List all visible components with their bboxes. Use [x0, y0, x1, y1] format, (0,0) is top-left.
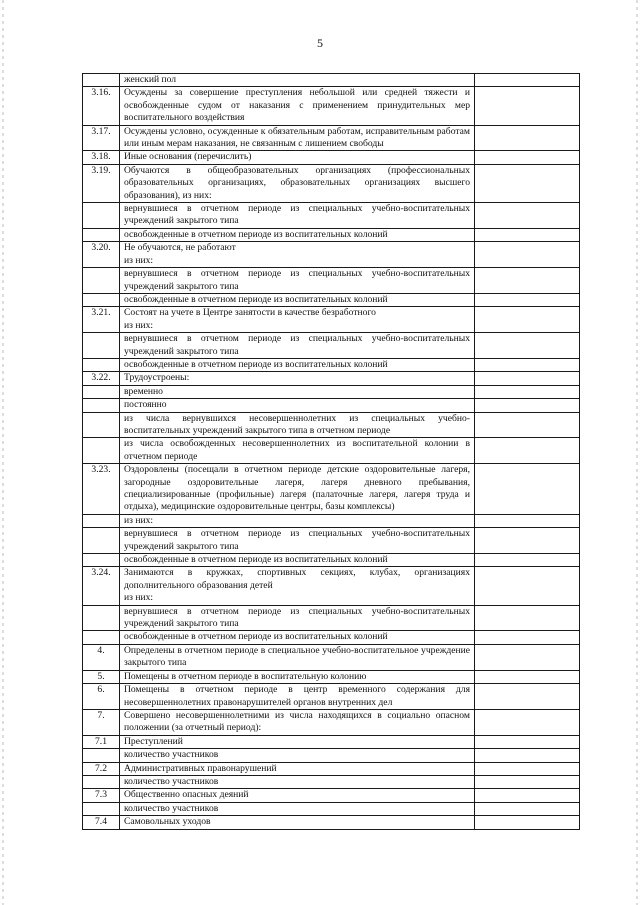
row-indicator-text: Преступлений	[120, 735, 475, 748]
row-number: 7.4	[83, 816, 120, 829]
row-number	[83, 802, 120, 815]
scan-edge-right	[636, 0, 638, 905]
table-row	[83, 670, 580, 683]
table-row	[83, 514, 580, 527]
row-value-cell[interactable]	[475, 164, 580, 202]
table-row	[83, 749, 580, 762]
table-row	[83, 412, 580, 438]
table-row	[83, 372, 580, 385]
row-value-cell[interactable]	[475, 605, 580, 631]
table-row	[83, 631, 580, 644]
row-value-cell[interactable]	[475, 528, 580, 554]
table-row	[83, 775, 580, 788]
row-indicator-text: вернувшиеся в отчетном периоде из специальных учебно-воспитательных учреждений закрытого типа	[120, 528, 475, 554]
row-number	[83, 228, 120, 241]
row-value-cell[interactable]	[475, 514, 580, 527]
table-row	[83, 151, 580, 164]
row-value-cell[interactable]	[475, 385, 580, 398]
row-value-cell[interactable]	[475, 268, 580, 294]
row-value-cell[interactable]	[475, 775, 580, 788]
row-value-cell[interactable]	[475, 438, 580, 464]
row-indicator-text: Оздоровлены (посещали в отчетном периоде детские оздоровительные лагеря, загородные оздоровительные лагеря, лагеря дневного пребывания, специализированные (профильные) лагеря (палаточные лагеря, лагеря труда и отдыха), медицинские оздоровительные центры, базы комплексы)	[120, 464, 475, 515]
row-indicator-text: Общественно опасных деяний	[120, 789, 475, 802]
row-number: 3.23.	[83, 464, 120, 515]
row-value-cell[interactable]	[475, 816, 580, 829]
table-row	[83, 464, 580, 515]
row-value-cell[interactable]	[475, 802, 580, 815]
report-table	[82, 73, 580, 830]
row-value-cell[interactable]	[475, 709, 580, 735]
row-value-cell[interactable]	[475, 735, 580, 748]
row-value-cell[interactable]	[475, 307, 580, 333]
row-number	[83, 412, 120, 438]
row-value-cell[interactable]	[475, 74, 580, 87]
row-indicator-text: Помещены в отчетном периоде в центр временного содержания для несовершеннолетних правонарушителей органов внутренних дел	[120, 684, 475, 710]
row-number	[83, 358, 120, 371]
row-indicator-text: из числа освобожденных несовершеннолетних из воспитательной колонии в отчетном периоде	[120, 438, 475, 464]
table-row	[83, 762, 580, 775]
row-number	[83, 528, 120, 554]
row-indicator-text: количество участников	[120, 775, 475, 788]
row-number: 7.2	[83, 762, 120, 775]
row-indicator-text: Помещены в отчетном периоде в воспитательную колонию	[120, 670, 475, 683]
table-row	[83, 816, 580, 829]
row-indicator-text: Осуждены условно, осужденные к обязательным работам, исправительным работам или иным мерам наказания, не связанным с лишением свободы	[120, 125, 475, 151]
table-row	[83, 358, 580, 371]
row-number: 3.16.	[83, 87, 120, 125]
table-row	[83, 268, 580, 294]
table-row	[83, 333, 580, 359]
table-row	[83, 709, 580, 735]
row-number: 7.3	[83, 789, 120, 802]
table-row	[83, 125, 580, 151]
row-value-cell[interactable]	[475, 372, 580, 385]
row-indicator-text: Самовольных уходов	[120, 816, 475, 829]
table-row	[83, 164, 580, 202]
row-number: 3.21.	[83, 307, 120, 333]
row-indicator-text: вернувшиеся в отчетном периоде из специальных учебно-воспитательных учреждений закрытого типа	[120, 333, 475, 359]
row-indicator-text: количество участников	[120, 802, 475, 815]
row-indicator-text: Административных правонарушений	[120, 762, 475, 775]
row-value-cell[interactable]	[475, 399, 580, 412]
table-row	[83, 438, 580, 464]
row-indicator-text: освобожденные в отчетном периоде из воспитательных колоний	[120, 554, 475, 567]
row-number	[83, 775, 120, 788]
row-value-cell[interactable]	[475, 203, 580, 229]
row-number: 4.	[83, 644, 120, 670]
row-number: 3.22.	[83, 372, 120, 385]
row-number: 3.19.	[83, 164, 120, 202]
row-indicator-text: освобожденные в отчетном периоде из воспитательных колоний	[120, 293, 475, 306]
row-number	[83, 554, 120, 567]
table-row	[83, 528, 580, 554]
row-number: 3.20.	[83, 242, 120, 268]
row-indicator-text: из числа вернувшихся несовершеннолетних из специальных учебно-воспитательных учреждений закрытого типа в отчетном периоде	[120, 412, 475, 438]
row-value-cell[interactable]	[475, 293, 580, 306]
table-row	[83, 605, 580, 631]
row-value-cell[interactable]	[475, 412, 580, 438]
row-indicator-text: временно	[120, 385, 475, 398]
row-indicator-text: Совершено несовершеннолетними из числа находящихся в социально опасном положении (за отчетный период):	[120, 709, 475, 735]
row-number	[83, 631, 120, 644]
row-value-cell[interactable]	[475, 333, 580, 359]
row-number	[83, 749, 120, 762]
row-value-cell[interactable]	[475, 554, 580, 567]
table-row	[83, 735, 580, 748]
row-indicator-text: Иные основания (перечислить)	[120, 151, 475, 164]
table-row	[83, 242, 580, 268]
row-number: 6.	[83, 684, 120, 710]
row-number	[83, 514, 120, 527]
row-value-cell[interactable]	[475, 87, 580, 125]
row-indicator-text: освобожденные в отчетном периоде из воспитательных колоний	[120, 631, 475, 644]
row-number	[83, 203, 120, 229]
table-row	[83, 203, 580, 229]
row-indicator-text: Обучаются в общеобразовательных организациях (профессиональных образовательных организациях, образовательных организациях высшего образования), из них:	[120, 164, 475, 202]
table-row	[83, 567, 580, 605]
row-indicator-text: вернувшиеся в отчетном периоде из специальных учебно-воспитательных учреждений закрытого типа	[120, 605, 475, 631]
table-row	[83, 228, 580, 241]
row-number	[83, 268, 120, 294]
row-indicator-text: женский пол	[120, 74, 475, 87]
row-number: 7.1	[83, 735, 120, 748]
row-value-cell[interactable]	[475, 644, 580, 670]
scan-edge-left	[2, 0, 4, 905]
table-row	[83, 293, 580, 306]
row-value-cell[interactable]	[475, 789, 580, 802]
row-indicator-text: освобожденные в отчетном периоде из воспитательных колоний	[120, 228, 475, 241]
row-number: 7.	[83, 709, 120, 735]
row-indicator-text: из них:	[120, 514, 475, 527]
row-number: 5.	[83, 670, 120, 683]
row-number	[83, 438, 120, 464]
row-indicator-text: Определены в отчетном периоде в специальное учебно-воспитательное учреждение закрытого типа	[120, 644, 475, 670]
row-value-cell[interactable]	[475, 749, 580, 762]
row-number	[83, 293, 120, 306]
row-indicator-text: Состоят на учете в Центре занятости в качестве безработного из них:	[120, 307, 475, 333]
table-row	[83, 74, 580, 87]
table-row	[83, 385, 580, 398]
row-number: 3.24.	[83, 567, 120, 605]
row-indicator-text: вернувшиеся в отчетном периоде из специальных учебно-воспитательных учреждений закрытого типа	[120, 203, 475, 229]
row-indicator-text: вернувшиеся в отчетном периоде из специальных учебно-воспитательных учреждений закрытого типа	[120, 268, 475, 294]
row-value-cell[interactable]	[475, 631, 580, 644]
row-value-cell[interactable]	[475, 151, 580, 164]
row-indicator-text: освобожденные в отчетном периоде из воспитательных колоний	[120, 358, 475, 371]
row-number: 3.18.	[83, 151, 120, 164]
table-row	[83, 802, 580, 815]
row-number	[83, 385, 120, 398]
row-indicator-text: Не обучаются, не работают из них:	[120, 242, 475, 268]
row-value-cell[interactable]	[475, 125, 580, 151]
row-number	[83, 399, 120, 412]
row-value-cell[interactable]	[475, 358, 580, 371]
report-table-body	[83, 74, 580, 830]
row-number: 3.17.	[83, 125, 120, 151]
row-indicator-text: Осуждены за совершение преступления небольшой или средней тяжести и освобожденные судом от наказания с применением принудительных мер воспитательного воздействия	[120, 87, 475, 125]
table-row	[83, 684, 580, 710]
row-number	[83, 74, 120, 87]
page-number: 5	[317, 36, 323, 50]
table-row	[83, 87, 580, 125]
row-indicator-text: постоянно	[120, 399, 475, 412]
row-indicator-text: Занимаются в кружках, спортивных секциях, клубах, организациях дополнительного образования детей из них:	[120, 567, 475, 605]
table-row	[83, 789, 580, 802]
row-indicator-text: количество участников	[120, 749, 475, 762]
row-number	[83, 333, 120, 359]
row-indicator-text: Трудоустроены:	[120, 372, 475, 385]
row-number	[83, 605, 120, 631]
row-value-cell[interactable]	[475, 670, 580, 683]
table-row	[83, 399, 580, 412]
table-row	[83, 307, 580, 333]
row-value-cell[interactable]	[475, 684, 580, 710]
row-value-cell[interactable]	[475, 464, 580, 515]
row-value-cell[interactable]	[475, 567, 580, 605]
table-row	[83, 554, 580, 567]
row-value-cell[interactable]	[475, 762, 580, 775]
row-value-cell[interactable]	[475, 228, 580, 241]
table-row	[83, 644, 580, 670]
row-value-cell[interactable]	[475, 242, 580, 268]
